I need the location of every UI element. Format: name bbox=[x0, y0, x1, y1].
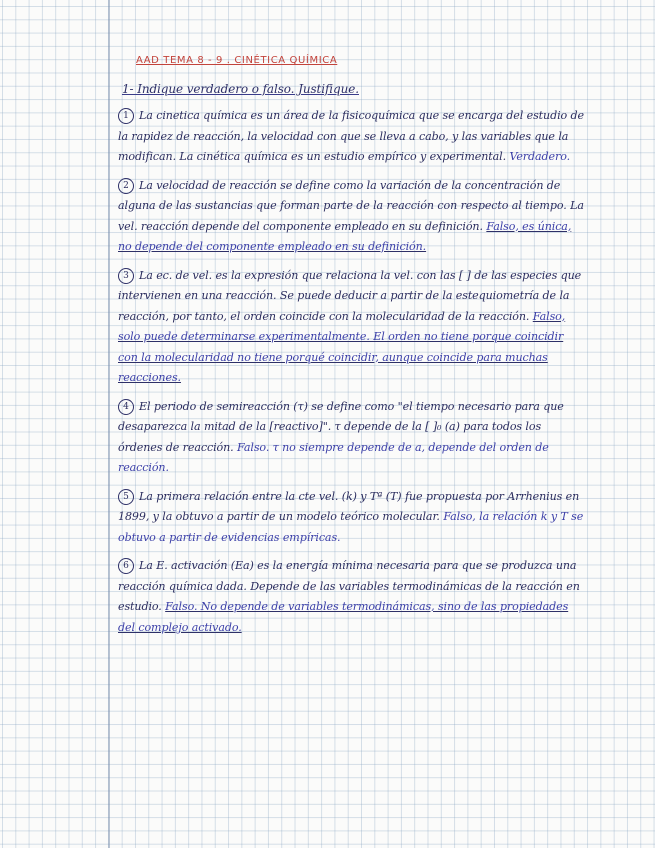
statement-answer: Verdadero. bbox=[509, 150, 571, 163]
statement-3 bbox=[118, 266, 586, 389]
statement-4 bbox=[118, 397, 586, 479]
statement-answer: Falso, solo puede determinarse experimentalmente. El orden no tiene porque coincidir con la molecularidad no tiene porqué coincidir, aunque coincide para muchas reacciones. bbox=[118, 309, 566, 384]
statement-answer: Falso. τ no siempre depende de a, depende del orden de reacción. bbox=[118, 440, 549, 474]
statement-text: La E. activación (Ea) es la energía mínima necesaria para que se produzca una reacción química dada. Depende de las variables termodinámicas de la reacción en estudio. bbox=[118, 559, 580, 613]
statement-text: La ec. de vel. es la expresión que relaciona la vel. con las [ ] de las especies que intervienen en una reacción. Se puede deducir a partir de la estequiometría de la reacción, por tanto, el orden coincide con la molecularidad de la reacción. bbox=[118, 268, 582, 323]
statement-text: La primera relación entre la cte vel. (k) y Tª (T) fue propuesta por Arrhenius en 1899, y la obtuvo a partir de un modelo teórico molecular. bbox=[118, 489, 580, 523]
exercise-instruction: 1- Indique verdadero o falso. Justifique. bbox=[122, 82, 359, 96]
item-number-badge: 5 bbox=[118, 489, 134, 505]
statement-1 bbox=[118, 106, 586, 168]
statement-answer: Falso. No depende de variables termodinámicas, sino de las propiedades del complejo activado. bbox=[118, 600, 569, 634]
notes-content bbox=[116, 52, 586, 646]
item-number-badge: 4 bbox=[118, 399, 134, 415]
page-header: AAD TEMA 8 - 9 . CINÉTICA QUÍMICA bbox=[136, 55, 338, 66]
statement-6 bbox=[118, 556, 586, 638]
item-number-badge: 6 bbox=[118, 558, 134, 574]
statement-2 bbox=[118, 176, 586, 258]
item-number-badge: 2 bbox=[118, 178, 134, 194]
statement-text: El periodo de semireacción (τ) se define como "el tiempo necesario para que desaparezca la mitad de la [reactivo]". τ depende de la [ ]₀ (a) para todos los órdenes de reacción. bbox=[118, 399, 564, 454]
statement-5 bbox=[118, 487, 586, 549]
statement-answer: Falso, es única, no depende del componente empleado en su definición. bbox=[118, 219, 572, 253]
statement-text: La velocidad de reacción se define como la variación de la concentración de alguna de las sustancias que forman parte de la reacción con respecto al tiempo. La vel. reacción depende del componente empleado en su definición. bbox=[118, 178, 584, 233]
statement-text: La cinetica química es un área de la fisicoquímica que se encarga del estudio de la rapidez de reacción, la velocidad con que se lleva a cabo, y las variables que la modifican. La cinética química es un estudio empírico y experimental. bbox=[118, 109, 584, 163]
item-number-badge: 1 bbox=[118, 108, 134, 124]
item-number-badge: 3 bbox=[118, 268, 134, 284]
statement-answer: Falso, la relación k y T se obtuvo a partir de evidencias empíricas. bbox=[118, 510, 584, 544]
